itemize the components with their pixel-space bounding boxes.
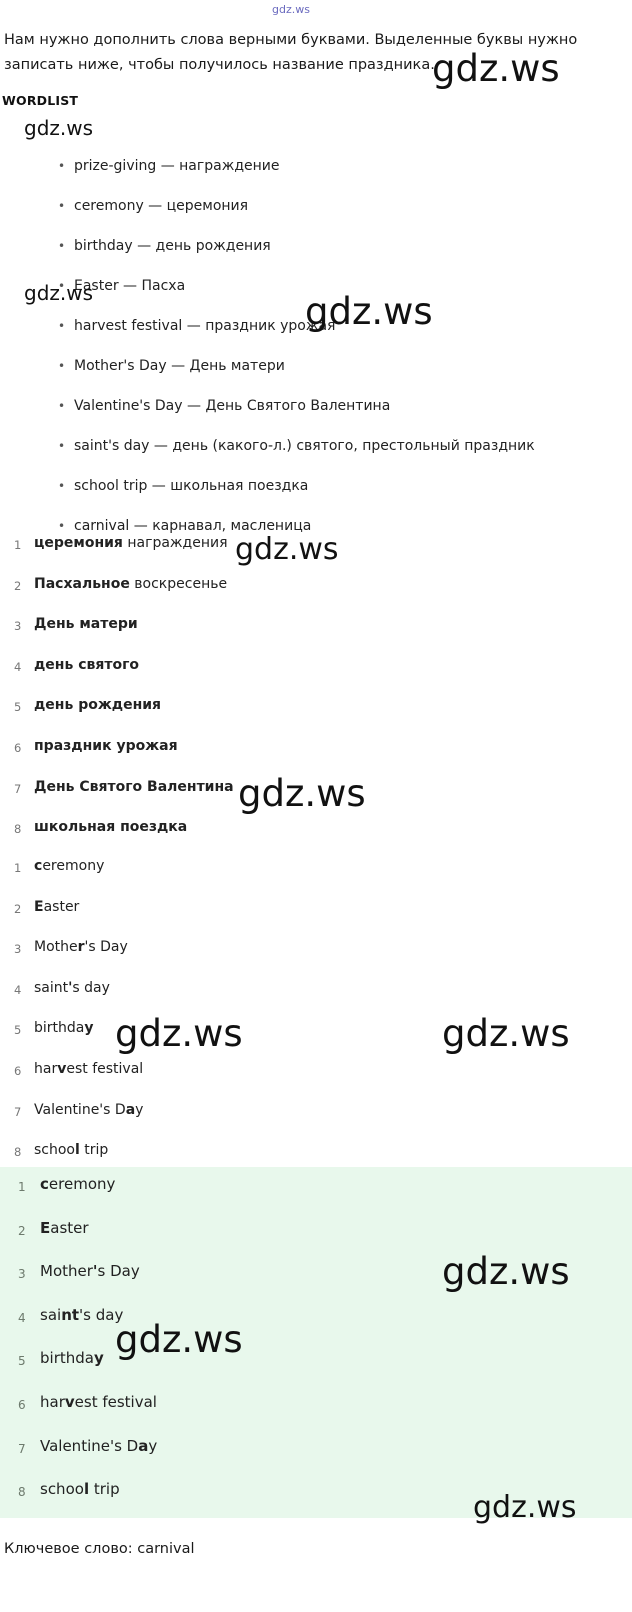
answers-russian-list [14,533,614,858]
watermark: gdz.ws [24,281,94,305]
list-item [18,1348,618,1392]
watermark: gdz.ws [115,1318,243,1361]
watermark: gdz.ws [432,47,560,90]
item-number: 5 [18,1354,26,1369]
list-item [18,1305,618,1349]
list-item [14,1100,614,1141]
watermark: gdz.ws [115,1012,243,1055]
list-item: • prize-giving — награждение [58,156,632,196]
list-item [14,533,614,574]
item-text: harvest festival [34,1060,144,1077]
list-item [14,817,614,858]
list-item [14,978,614,1019]
list-item [14,777,614,818]
wordlist [18,156,632,556]
item-number: 8 [14,1145,22,1160]
item-number: 1 [14,861,22,875]
list-item [14,655,614,696]
item-number: 4 [18,1310,26,1325]
item-number: 2 [18,1223,26,1238]
item-number: 1 [18,1180,26,1194]
item-number: 6 [18,1397,26,1412]
item-number: 6 [14,1063,22,1078]
item-number: 3 [18,1267,26,1282]
item-text: Easter [34,898,80,915]
item-text: birthday [40,1349,104,1368]
item-number: 1 [14,538,22,552]
item-text: Valentine's Day [34,1101,144,1118]
list-item: • saint's day — день (какого-л.) святого, престольный праздник [58,436,632,476]
item-number: 7 [14,1104,22,1119]
item-text: церемония награждения [34,535,228,551]
item-text: Easter [40,1218,89,1237]
item-number: 5 [14,1023,22,1038]
item-text: день рождения [34,697,162,714]
watermark: gdz.ws [235,532,339,567]
item-number: 3 [14,942,22,957]
list-item: • Valentine's Day — День Святого Валентина [58,396,632,436]
list-item: • carnival — карнавал, масленица [58,516,632,556]
list-item [18,1436,618,1480]
list-item [18,1174,618,1218]
answers-english-highlighted-list [18,1174,618,1523]
item-text: school trip [34,1142,109,1159]
item-number: 3 [14,619,22,634]
list-item [14,856,614,897]
list-item [14,574,614,615]
list-item [14,1018,614,1059]
item-number: 4 [14,982,22,997]
list-item [14,695,614,736]
list-item [14,736,614,777]
watermark: gdz.ws [238,772,366,815]
watermark: gdz.ws [442,1250,570,1293]
item-text: Пасхальное воскресенье [34,575,228,592]
item-text: Valentine's Day [40,1436,158,1455]
item-text: harvest festival [40,1392,157,1411]
item-number: 5 [14,700,22,715]
watermark: gdz.ws [442,1012,570,1055]
item-number: 4 [14,659,22,674]
watermark-top: gdz.ws [272,3,310,16]
list-item: • Easter — Пасха [58,276,632,316]
item-text: День Святого Валентина [34,778,234,795]
watermark: gdz.ws [305,290,433,333]
list-item [18,1261,618,1305]
item-number: 6 [14,740,22,755]
item-text: saint's day [34,979,110,996]
intro-text: Нам нужно дополнить слова верными буквами. Выделенные буквы нужно записать ниже, чтобы получилось название праздника. [4,32,578,73]
watermark: gdz.ws [24,116,94,140]
item-text: saint's day [40,1305,124,1324]
list-item: • school trip — школьная поездка [58,476,632,516]
item-text: школьная поездка [34,819,188,836]
list-item [14,897,614,938]
keyword-line: Ключевое слово: carnival [4,1541,195,1557]
list-item: • ceremony — церемония [58,196,632,236]
list-item: • birthday — день рождения [58,236,632,276]
list-item [18,1392,618,1436]
list-item [14,614,614,655]
item-number: 7 [14,781,22,796]
item-text: ceremony [40,1175,116,1193]
list-item [18,1479,618,1523]
item-number: 7 [18,1441,26,1456]
item-text: Mother's Day [40,1262,140,1281]
item-number: 2 [14,901,22,916]
item-text: День матери [34,616,138,633]
list-item [14,1059,614,1100]
list-item [18,1218,618,1262]
item-text: день святого [34,656,140,673]
list-item [14,937,614,978]
item-text: ceremony [34,858,105,874]
list-item: • Mother's Day — День матери [58,356,632,396]
list-item: • harvest festival — праздник урожая [58,316,632,356]
item-text: Mother's Day [34,939,128,956]
watermark: gdz.ws [473,1490,577,1525]
item-number: 2 [14,578,22,593]
item-number: 8 [18,1485,26,1500]
item-text: school trip [40,1480,120,1499]
item-text: праздник урожая [34,737,178,754]
item-number: 8 [14,822,22,837]
answers-english-list [14,856,614,1181]
wordlist-heading: WORDLIST [2,93,79,108]
item-text: birthday [34,1020,94,1037]
